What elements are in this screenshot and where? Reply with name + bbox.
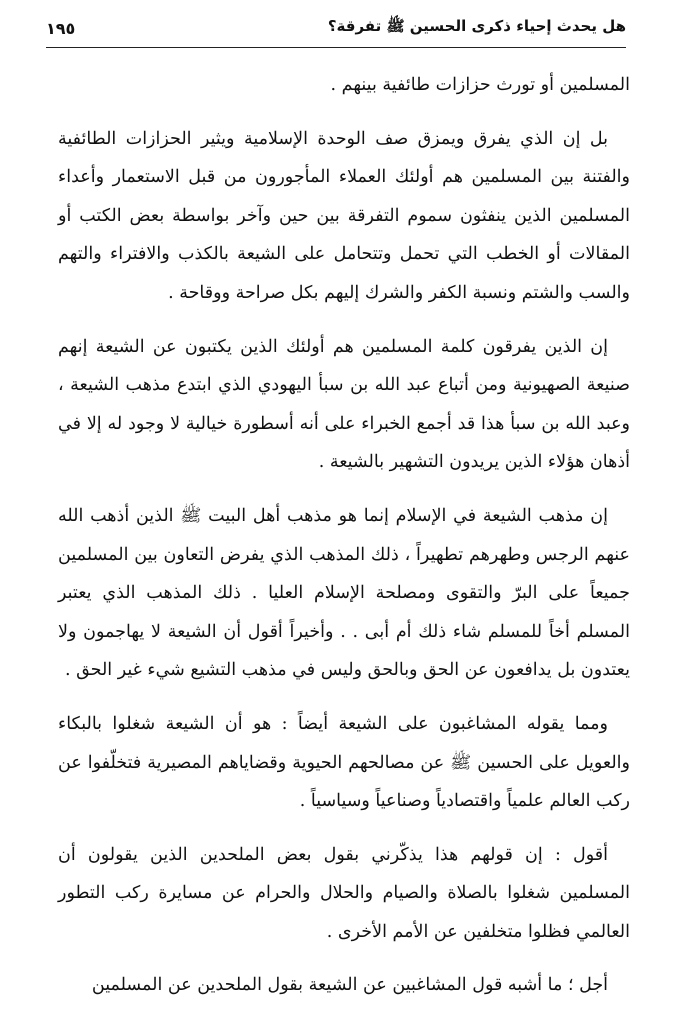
header-divider: [46, 47, 626, 48]
paragraph: أجل ؛ ما أشبه قول المشاغبين عن الشيعة بقول الملحدين عن المسلمين: [91, 975, 608, 996]
paragraph-continuation: المسلمين أو تورث حزازات طائفية بينهم .: [330, 75, 630, 95]
paragraph: ومما يقوله المشاغبون على الشيعة أيضاً : هو أن الشيعة شغلوا بالبكاء والعويل على الحسين ﷺ عن مصالحهم الحيوية وقضاياهم المصيرية فتخلّفوا عن ركب العالم علمياً واقتصادياً وصناعياً وسياسياً .: [58, 713, 630, 812]
paragraph: أقول : إن قولهم هذا يذكّرني بقول بعض الملحدين الذين يقولون أن المسلمين شغلوا بالصلاة والصيام والحلال والحرام عن مسايرة ركب التطور العالمي فظلوا متخلفين عن الأمم الأخرى .: [58, 844, 630, 942]
page-number: ١٩٥: [46, 18, 76, 38]
page-header: [46, 14, 626, 42]
paragraph: إن الذين يفرقون كلمة المسلمين هم أولئك الذين يكتبون عن الشيعة إنهم صنيعة الصهيونية ومن أتباع عبد الله بن سبأ اليهودي الذي ابتدع مذهب الشيعة ، وعبد الله بن سبأ هذا قد أجمع الخبراء على أنه أسطورة خيالية لا وجود له إلا في أذهان هؤلاء الذين يريدون التشهير بالشيعة .: [58, 336, 630, 473]
running-title: هل يحدث إحياء ذكرى الحسين ﷺ تفرقة؟: [327, 17, 626, 35]
paragraph: إن مذهب الشيعة في الإسلام إنما هو مذهب أهل البيت ﷺ الذين أذهب الله عنهم الرجس وطهرهم تطهيراً ، ذلك المذهب الذي يفرض التعاون بين المسلمين جميعاً على البرّ والتقوى ومصلحة الإسلام العليا . ذلك المذهب الذي يعتبر المسلم أخاً للمسلم شاء ذلك أم أبى . . وأخيراً أقول أن الشيعة لا يهاجمون ولا يعتدون بل يدافعون عن الحق وبالحق وليس في مذهب التشيع شيء غير الحق .: [58, 505, 630, 681]
page-body: [58, 66, 630, 1020]
paragraph: بل إن الذي يفرق ويمزق صف الوحدة الإسلامية ويثير الحزازات الطائفية والفتنة بين المسلمين هم أولئك العملاء المأجورون من قبل الاستعمار وأعداء المسلمين الذين ينفثون سموم التفرقة بين حين وآخر بواسطة بعض الكتب أو المقالات أو الخطب التي تحمل وتتحامل على الشيعة بالكذب والافتراء والتهم والسب والشتم ونسبة الكفر والشرك إليهم بكل صراحة ووقاحة .: [58, 128, 630, 303]
